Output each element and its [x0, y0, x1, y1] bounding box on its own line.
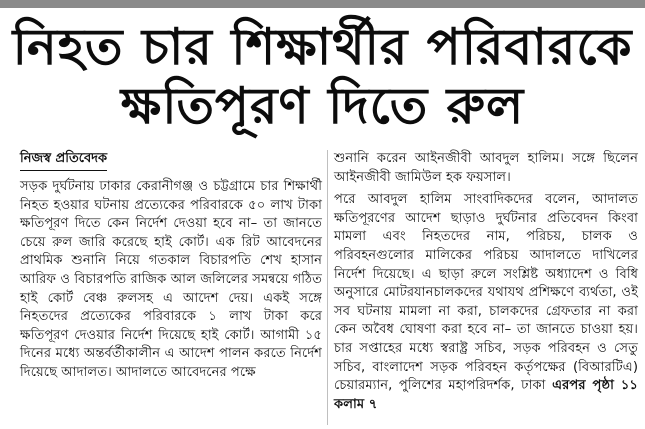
column-divider [327, 150, 328, 425]
byline-wrap [20, 150, 322, 178]
left-paragraph: সড়ক দুর্ঘটনায় ঢাকার কেরানীগঞ্জ ও চট্টগ্রামে চার শিক্ষার্থী নিহত হওয়ার ঘটনায় প্রত্যেকের পরিবারকে ৫০ লাখ টাকা ক্ষতিপূরণ দিতে কেন নির্দেশ দেওয়া হবে না– তা জানতে চেয়ে রুল জারি করেছে হাই কোর্ট। এক রিট আবেদনের প্রাথমিক শুনানি নিয়ে গতকাল বিচারপতি শেখ হাসান আরিফ ও বিচারপতি রাজিক আল জলিলের সমন্বয়ে গঠিত হাই কোর্ট বেঞ্চ রুলসহ এ আদেশ দেয়। একই সঙ্গে নিহতদের প্রত্যেকের পরিবারকে ১ লাখ টাকা করে ক্ষতিপূরণ দেওয়ার নির্দেশ দিয়েছে হাই কোর্ট। আগামী ১৫ দিনের মধ্যে অন্তর্বর্তীকালীন এ আদেশ পালন করতে নির্দেশ দিয়েছে আদালত। আদালতে আবেদনের পক্ষে [20, 179, 322, 380]
byline: নিজস্ব প্রতিবেদক [20, 150, 107, 171]
headline-line-2: ক্ষতিপূরণ দিতে রুল [120, 77, 525, 135]
headline [0, 18, 645, 136]
right-paragraph-2-text: পরে আবদুল হালিম সাংবাদিকদের বলেন, আদালত ক্ষতিপূরণের আদেশ ছাড়াও দুর্ঘটনার প্রতিবেদন কিংবা মামলা এবং নিহতদের নাম, পরিচয়, চালক ও পরিবহনগুলোর মালিকের পরিচয় আদালতে দাখিলের নির্দেশ দিয়েছে। এ ছাড়া রুলে সংশ্লিষ্ট অধ্যাদেশ ও বিধি অনুসারে মোটরযানচালকদের যথাযথ প্রশিক্ষণে ব্যর্থতা, ওই সব ঘটনায় মামলা না করা, চালকদের গ্রেফতার না করা কেন অবৈধ ঘোষণা করা হবে না– তা জানতে চাওয়া হয়। চার সপ্তাহের মধ্যে স্বরাষ্ট্র সচিব, সড়ক পরিবহন ও সেতু সচিব, বাংলাদেশ সড়ক পরিবহন কর্তৃপক্ষের (বিআরটিএ) চেয়ারম্যান, পুলিশের মহাপরিদর্শক, ঢাকা [334, 192, 638, 394]
right-column [334, 150, 638, 418]
left-column [20, 150, 322, 387]
top-rule [0, 0, 645, 8]
right-paragraph-2 [334, 191, 638, 414]
right-paragraph-1: শুনানি করেন আইনজীবী আবদুল হালিম। সঙ্গে ছিলেন আইনজীবী জামিউল হক ফয়সাল। [334, 151, 638, 185]
continuation-note: এরপর পৃষ্ঠা ১১ কলাম ৭ [334, 378, 638, 412]
headline-line-1: নিহত চার শিক্ষার্থীর পরিবারকে [12, 18, 633, 76]
